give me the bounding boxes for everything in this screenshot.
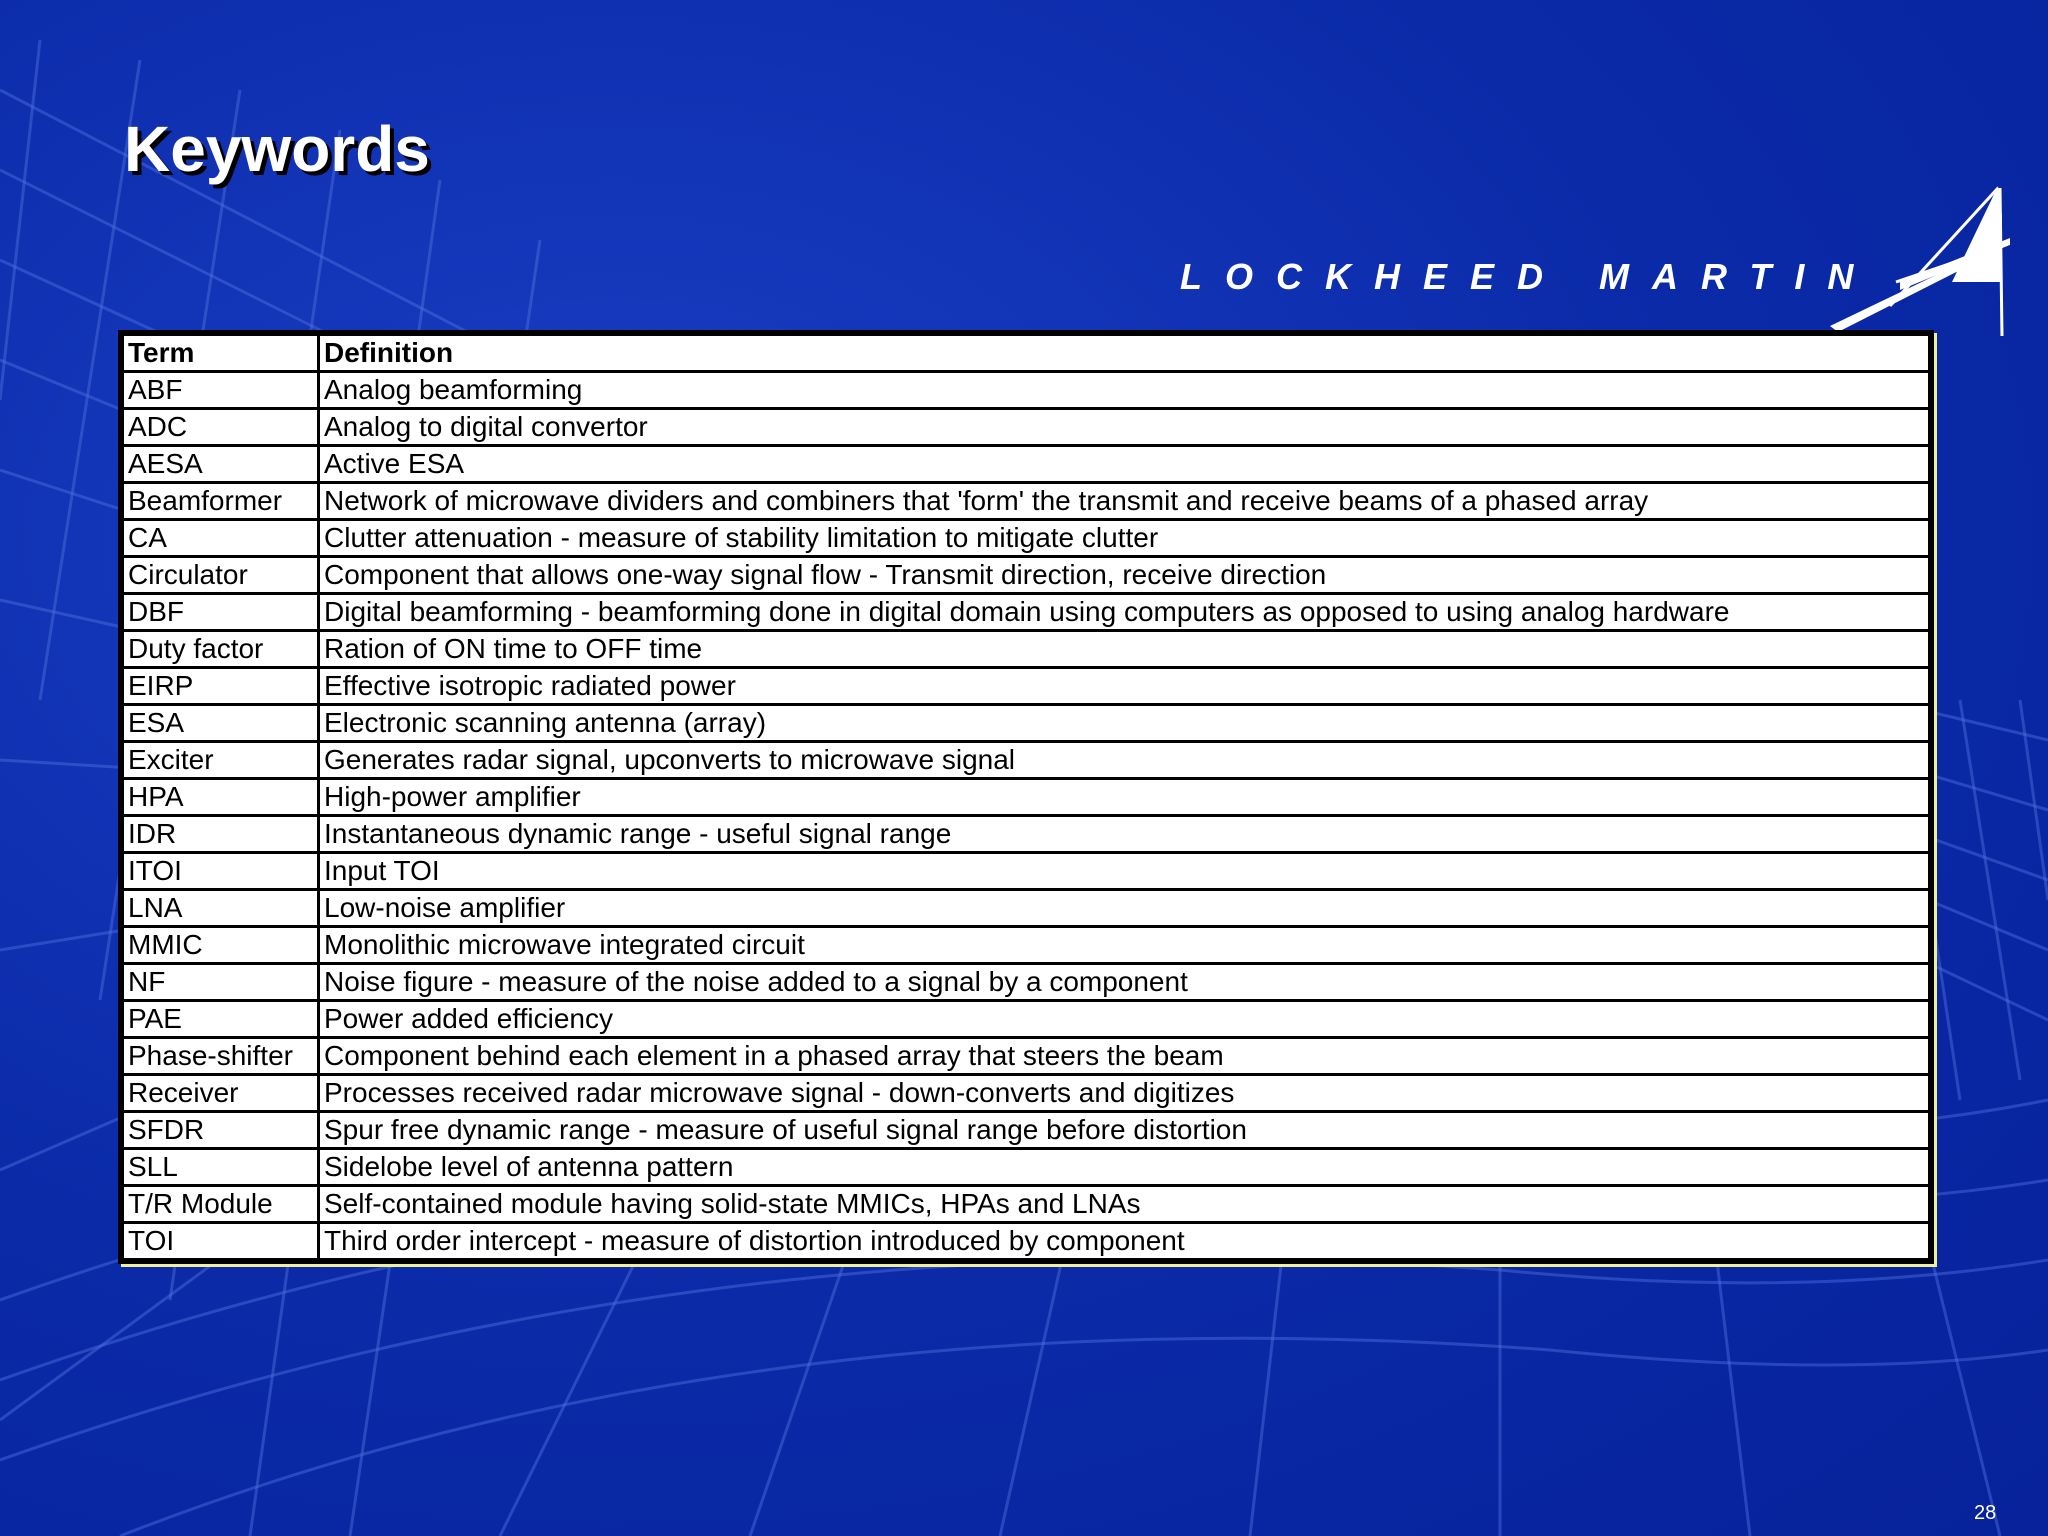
table-row: [123, 742, 1930, 779]
term-cell: Beamformer: [123, 483, 319, 520]
definition-cell: Electronic scanning antenna (array): [319, 705, 1930, 742]
logo-wordmark: LOCKHEED MARTIN: [1180, 256, 1877, 297]
definition-cell: Sidelobe level of antenna pattern: [319, 1149, 1930, 1186]
table-header-row: [123, 335, 1930, 372]
keywords-table-frame: [118, 330, 1934, 1264]
table-row: [123, 631, 1930, 668]
term-cell: HPA: [123, 779, 319, 816]
table-row: [123, 557, 1930, 594]
definition-cell: Generates radar signal, upconverts to microwave signal: [319, 742, 1930, 779]
table-row: [123, 594, 1930, 631]
definition-cell: Component that allows one-way signal flow - Transmit direction, receive direction: [319, 557, 1930, 594]
term-cell: LNA: [123, 890, 319, 927]
definition-cell: Low-noise amplifier: [319, 890, 1930, 927]
term-cell: Duty factor: [123, 631, 319, 668]
definition-cell: Active ESA: [319, 446, 1930, 483]
definition-cell: Effective isotropic radiated power: [319, 668, 1930, 705]
definition-cell: Spur free dynamic range - measure of useful signal range before distortion: [319, 1112, 1930, 1149]
table-row: [123, 1223, 1930, 1260]
term-cell: TOI: [123, 1223, 319, 1260]
table-row: [123, 1112, 1930, 1149]
table-row: [123, 927, 1930, 964]
table-row: [123, 1186, 1930, 1223]
definition-cell: Digital beamforming - beamforming done in digital domain using computers as opposed to using analog hardware: [319, 594, 1930, 631]
table-row: [123, 890, 1930, 927]
term-cell: IDR: [123, 816, 319, 853]
keywords-table: [121, 333, 1931, 1261]
definition-cell: Analog to digital convertor: [319, 409, 1930, 446]
lockheed-martin-logo: [1180, 186, 2010, 336]
definition-cell: Ration of ON time to OFF time: [319, 631, 1930, 668]
term-cell: MMIC: [123, 927, 319, 964]
term-cell: ESA: [123, 705, 319, 742]
definition-cell: Power added efficiency: [319, 1001, 1930, 1038]
term-cell: AESA: [123, 446, 319, 483]
term-cell: EIRP: [123, 668, 319, 705]
definition-cell: Monolithic microwave integrated circuit: [319, 927, 1930, 964]
definition-cell: Component behind each element in a phased array that steers the beam: [319, 1038, 1930, 1075]
table-row: [123, 964, 1930, 1001]
term-cell: NF: [123, 964, 319, 1001]
column-header-definition: Definition: [319, 335, 1930, 372]
term-cell: Circulator: [123, 557, 319, 594]
term-cell: SFDR: [123, 1112, 319, 1149]
definition-cell: High-power amplifier: [319, 779, 1930, 816]
definition-cell: Noise figure - measure of the noise added to a signal by a component: [319, 964, 1930, 1001]
definition-cell: Third order intercept - measure of distortion introduced by component: [319, 1223, 1930, 1260]
column-header-term: Term: [123, 335, 319, 372]
table-row: [123, 483, 1930, 520]
table-row: [123, 520, 1930, 557]
definition-cell: Input TOI: [319, 853, 1930, 890]
definition-cell: Instantaneous dynamic range - useful signal range: [319, 816, 1930, 853]
table-row: [123, 446, 1930, 483]
table-row: [123, 409, 1930, 446]
definition-cell: Self-contained module having solid-state MMICs, HPAs and LNAs: [319, 1186, 1930, 1223]
table-row: [123, 1075, 1930, 1112]
term-cell: CA: [123, 520, 319, 557]
term-cell: ABF: [123, 372, 319, 409]
table-row: [123, 779, 1930, 816]
table-body: [123, 372, 1930, 1260]
table-row: [123, 853, 1930, 890]
term-cell: ITOI: [123, 853, 319, 890]
table-row: [123, 1149, 1930, 1186]
table-row: [123, 1001, 1930, 1038]
table-row: [123, 816, 1930, 853]
table-row: [123, 372, 1930, 409]
slide-title: Keywords: [124, 113, 430, 185]
term-cell: Phase-shifter: [123, 1038, 319, 1075]
term-cell: PAE: [123, 1001, 319, 1038]
table-row: [123, 705, 1930, 742]
definition-cell: Clutter attenuation - measure of stability limitation to mitigate clutter: [319, 520, 1930, 557]
lockheed-martin-star-icon: [1830, 186, 2010, 336]
page-number: 28: [1974, 1502, 1997, 1524]
definition-cell: Network of microwave dividers and combiners that 'form' the transmit and receive beams of a phased array: [319, 483, 1930, 520]
term-cell: Receiver: [123, 1075, 319, 1112]
table-row: [123, 1038, 1930, 1075]
term-cell: SLL: [123, 1149, 319, 1186]
definition-cell: Processes received radar microwave signal - down-converts and digitizes: [319, 1075, 1930, 1112]
term-cell: Exciter: [123, 742, 319, 779]
term-cell: ADC: [123, 409, 319, 446]
term-cell: T/R Module: [123, 1186, 319, 1223]
table-row: [123, 668, 1930, 705]
term-cell: DBF: [123, 594, 319, 631]
definition-cell: Analog beamforming: [319, 372, 1930, 409]
